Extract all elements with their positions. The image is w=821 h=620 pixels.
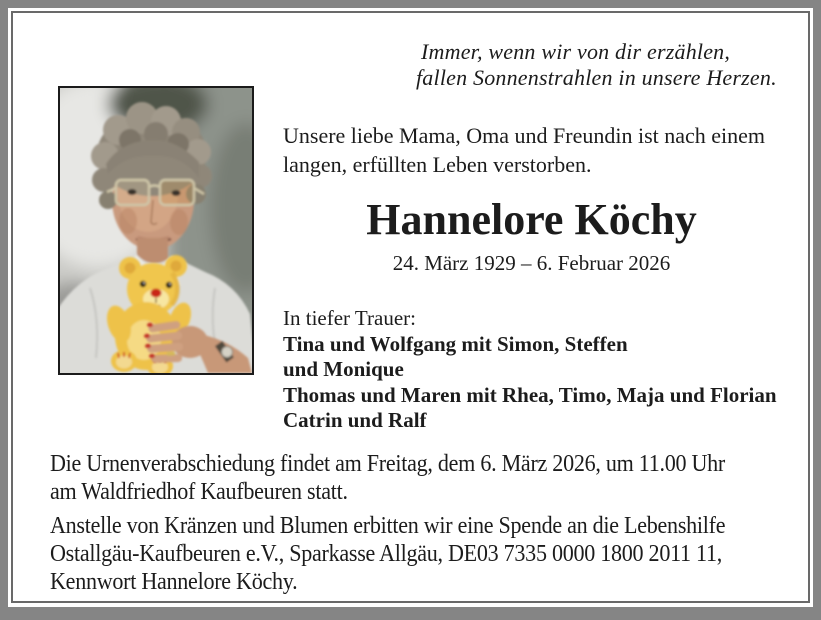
portrait-photo-illustration <box>60 88 252 373</box>
intro-line: Unsere liebe Mama, Oma und Freundin ist nach einem <box>283 123 766 148</box>
mourner-line: Catrin und Ralf <box>283 408 427 432</box>
portrait-photo <box>58 86 254 375</box>
donation-line: Ostallgäu-Kaufbeuren e.V., Sparkasse Allgäu, DE03 7335 0000 1800 2011 11, <box>50 541 722 567</box>
quote-line: Immer, wenn wir von dir erzählen, <box>421 39 731 64</box>
mourner-line: und Monique <box>283 357 404 381</box>
mourner-line: Tina und Wolfgang mit Simon, Steffen <box>283 331 628 356</box>
mourning-label: In tiefer Trauer: <box>283 306 416 330</box>
deceased-name: Hannelore Köchy <box>366 195 697 244</box>
funeral-info <box>50 450 725 506</box>
funeral-line: Die Urnenverabschiedung findet am Freitag, dem 6. März 2026, um 11.00 Uhr <box>50 451 725 477</box>
intro-text <box>283 121 765 179</box>
donation-line: Kennwort Hannelore Köchy. <box>50 569 298 595</box>
quote-line: fallen Sonnenstrahlen in unsere Herzen. <box>416 65 777 90</box>
donation-line: Anstelle von Kränzen und Blumen erbitten wir eine Spende an die Lebenshilfe <box>50 513 726 539</box>
donation-info <box>50 512 725 596</box>
intro-line: langen, erfüllten Leben verstorben. <box>283 152 592 177</box>
funeral-line: am Waldfriedhof Kaufbeuren statt. <box>50 479 348 505</box>
mourners-block <box>283 306 777 434</box>
memorial-quote <box>416 39 777 91</box>
life-dates: 24. März 1929 – 6. Februar 2026 <box>392 251 671 275</box>
mourner-line: Thomas und Maren mit Rhea, Timo, Maja und Florian <box>283 382 777 407</box>
